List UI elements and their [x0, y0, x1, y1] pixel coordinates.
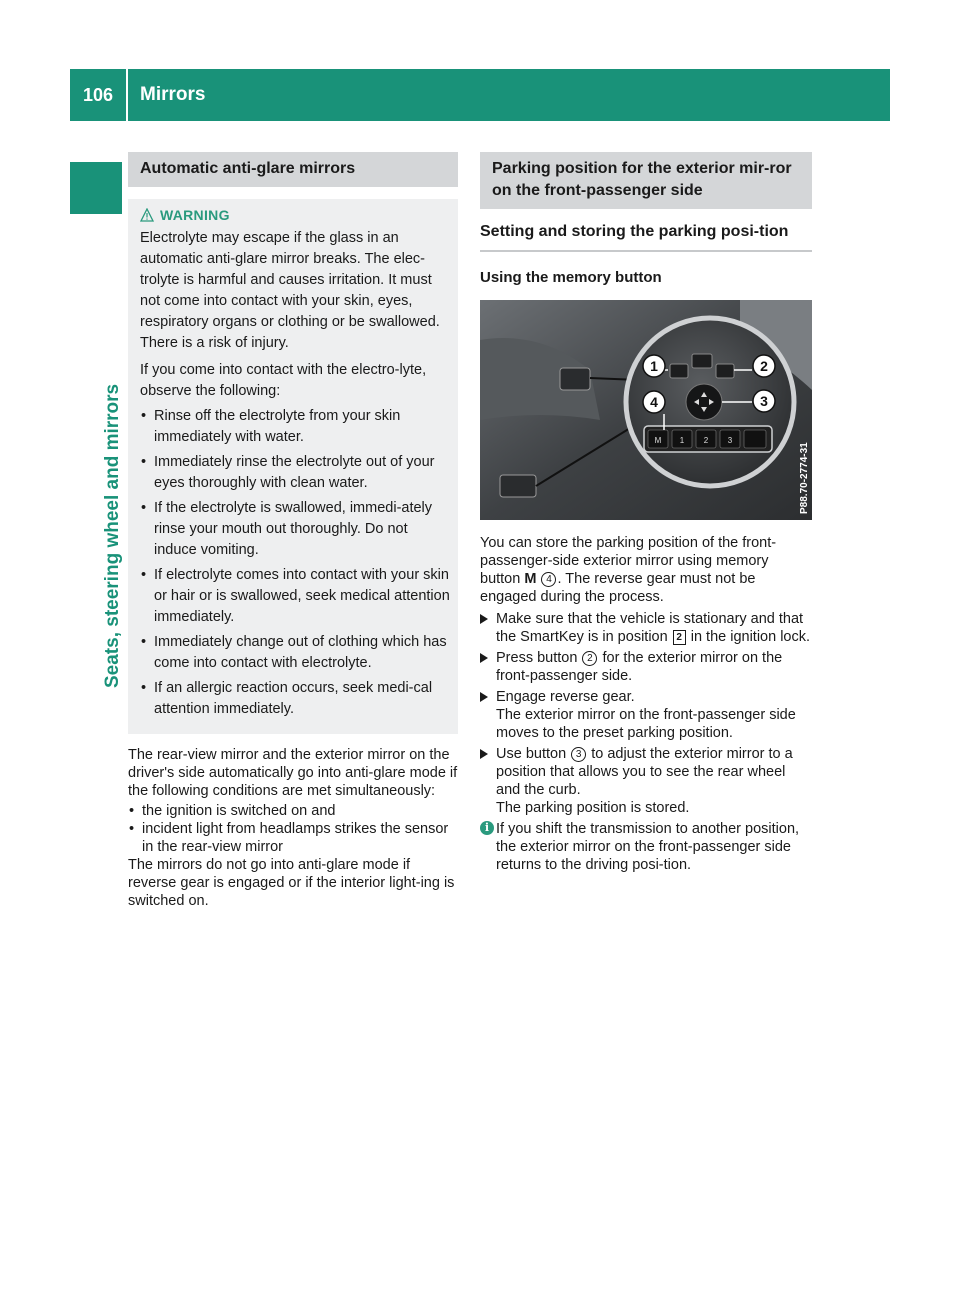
- step-text: Engage reverse gear.: [496, 689, 635, 705]
- list-item: • If electrolyte comes into contact with your skin or hair or is swallowed, seek medical attention immediately.: [140, 565, 450, 628]
- step-result: The parking position is stored.: [496, 800, 690, 816]
- memory-slot-label: 1: [679, 436, 685, 445]
- callout-ref-2: 2: [582, 651, 597, 666]
- callout-4-label: 4: [650, 394, 658, 410]
- callout-ref-3: 3: [571, 747, 586, 762]
- warning-lead: If you come into contact with the electro-lyte, observe the following:: [140, 362, 427, 399]
- body-paragraph: The mirrors do not go into anti-glare mode if reverse gear is engaged or if the interior light-ing is switched on.: [128, 857, 455, 909]
- list-item: • If the electrolyte is swallowed, immedi-ately rinse your mouth out thoroughly. Do not induce vomiting.: [140, 498, 450, 561]
- step-arrow-icon: [480, 749, 488, 759]
- info-text: If you shift the transmission to another position, the exterior mirror on the front-passenger side returns to the driving posi-tion.: [496, 821, 800, 873]
- subsubsection-title: Using the memory button: [480, 269, 662, 286]
- list-item: • the ignition is switched on and: [128, 802, 458, 820]
- info-note: [480, 820, 812, 874]
- step-text: for the exterior mirror on the front-passenger side.: [496, 650, 783, 684]
- callout-ref-4: 4: [541, 572, 556, 587]
- step-text: in the ignition lock.: [690, 629, 811, 645]
- step-text: Make sure that the vehicle is stationary and that the SmartKey is in position: [496, 611, 804, 645]
- step-arrow-icon: [480, 614, 488, 624]
- step-item: [480, 688, 812, 742]
- header-divider: [126, 69, 128, 121]
- chapter-title: Mirrors: [140, 84, 206, 105]
- side-tab-marker: [70, 162, 122, 214]
- body-paragraph: The rear-view mirror and the exterior mirror on the driver's side automatically go into anti-glare mode if the following conditions are met simultaneously:: [128, 747, 458, 799]
- list-item: • Immediately rinse the electrolyte out of your eyes thoroughly with clean water.: [140, 452, 450, 494]
- warning-list: [140, 406, 450, 720]
- door-control-figure: [480, 300, 812, 520]
- right-column: [480, 152, 812, 874]
- step-text: to adjust the exterior mirror to a position that allows you to see the rear wheel and the curb.: [496, 746, 793, 798]
- callout-2-label: 2: [760, 358, 768, 374]
- callout-1-label: 1: [650, 358, 658, 374]
- step-list: [480, 610, 812, 817]
- warning-intro: Electrolyte may escape if the glass in an automatic anti-glare mirror breaks. The elec-trolyte is harmful and causes irritation. It must not come into contact with your skin, eyes, respiratory organs or clothing or be swallowed. There is a risk of injury.: [140, 230, 440, 351]
- step-text: Use button: [496, 746, 567, 762]
- warning-title: WARNING: [160, 207, 230, 223]
- step-text: Press button: [496, 650, 578, 666]
- callout-3-label: 3: [760, 393, 768, 409]
- step-item: [480, 649, 812, 685]
- key-position-icon: 2: [673, 630, 686, 645]
- left-column: [128, 152, 458, 910]
- intro-text-end: . The reverse gear must not be engaged during the process.: [480, 571, 756, 605]
- side-tab-label: Seats, steering wheel and mirrors: [102, 383, 123, 688]
- list-item: • Rinse off the electrolyte from your skin immediately with water.: [140, 406, 450, 448]
- step-arrow-icon: [480, 692, 488, 702]
- step-item: [480, 610, 812, 646]
- condition-list: [128, 802, 458, 856]
- intro-text: You can store the parking position of the front-passenger-side exterior mirror using memory button: [480, 535, 777, 587]
- side-tab: [84, 248, 123, 688]
- warning-box: [128, 199, 458, 734]
- warning-triangle-icon: [140, 208, 154, 222]
- door-control-illustration: [480, 300, 812, 520]
- info-icon: i: [480, 821, 494, 835]
- page-number: 106: [82, 85, 114, 105]
- intro-paragraph: [480, 534, 812, 606]
- memory-button-label: M: [654, 436, 662, 445]
- step-result: The exterior mirror on the front-passenger side moves to the preset parking position.: [496, 707, 796, 741]
- list-item: • incident light from headlamps strikes the sensor in the rear-view mirror: [128, 820, 458, 856]
- memory-button-ref: M: [524, 571, 537, 587]
- memory-slot-label: 2: [703, 436, 709, 445]
- section-title-anti-glare: Automatic anti-glare mirrors: [128, 152, 458, 187]
- step-item: [480, 745, 812, 817]
- step-arrow-icon: [480, 653, 488, 663]
- warning-heading: [140, 205, 450, 226]
- memory-slot-label: 3: [727, 436, 733, 445]
- page-header: [70, 69, 890, 121]
- list-item: • If an allergic reaction occurs, seek medi-cal attention immediately.: [140, 678, 450, 720]
- list-item: • Immediately change out of clothing which has come into contact with electrolyte.: [140, 632, 450, 674]
- section-title-parking-position: Parking position for the exterior mir-ror on the front-passenger side: [480, 152, 812, 209]
- subsection-title: Setting and storing the parking posi-tion: [480, 221, 812, 252]
